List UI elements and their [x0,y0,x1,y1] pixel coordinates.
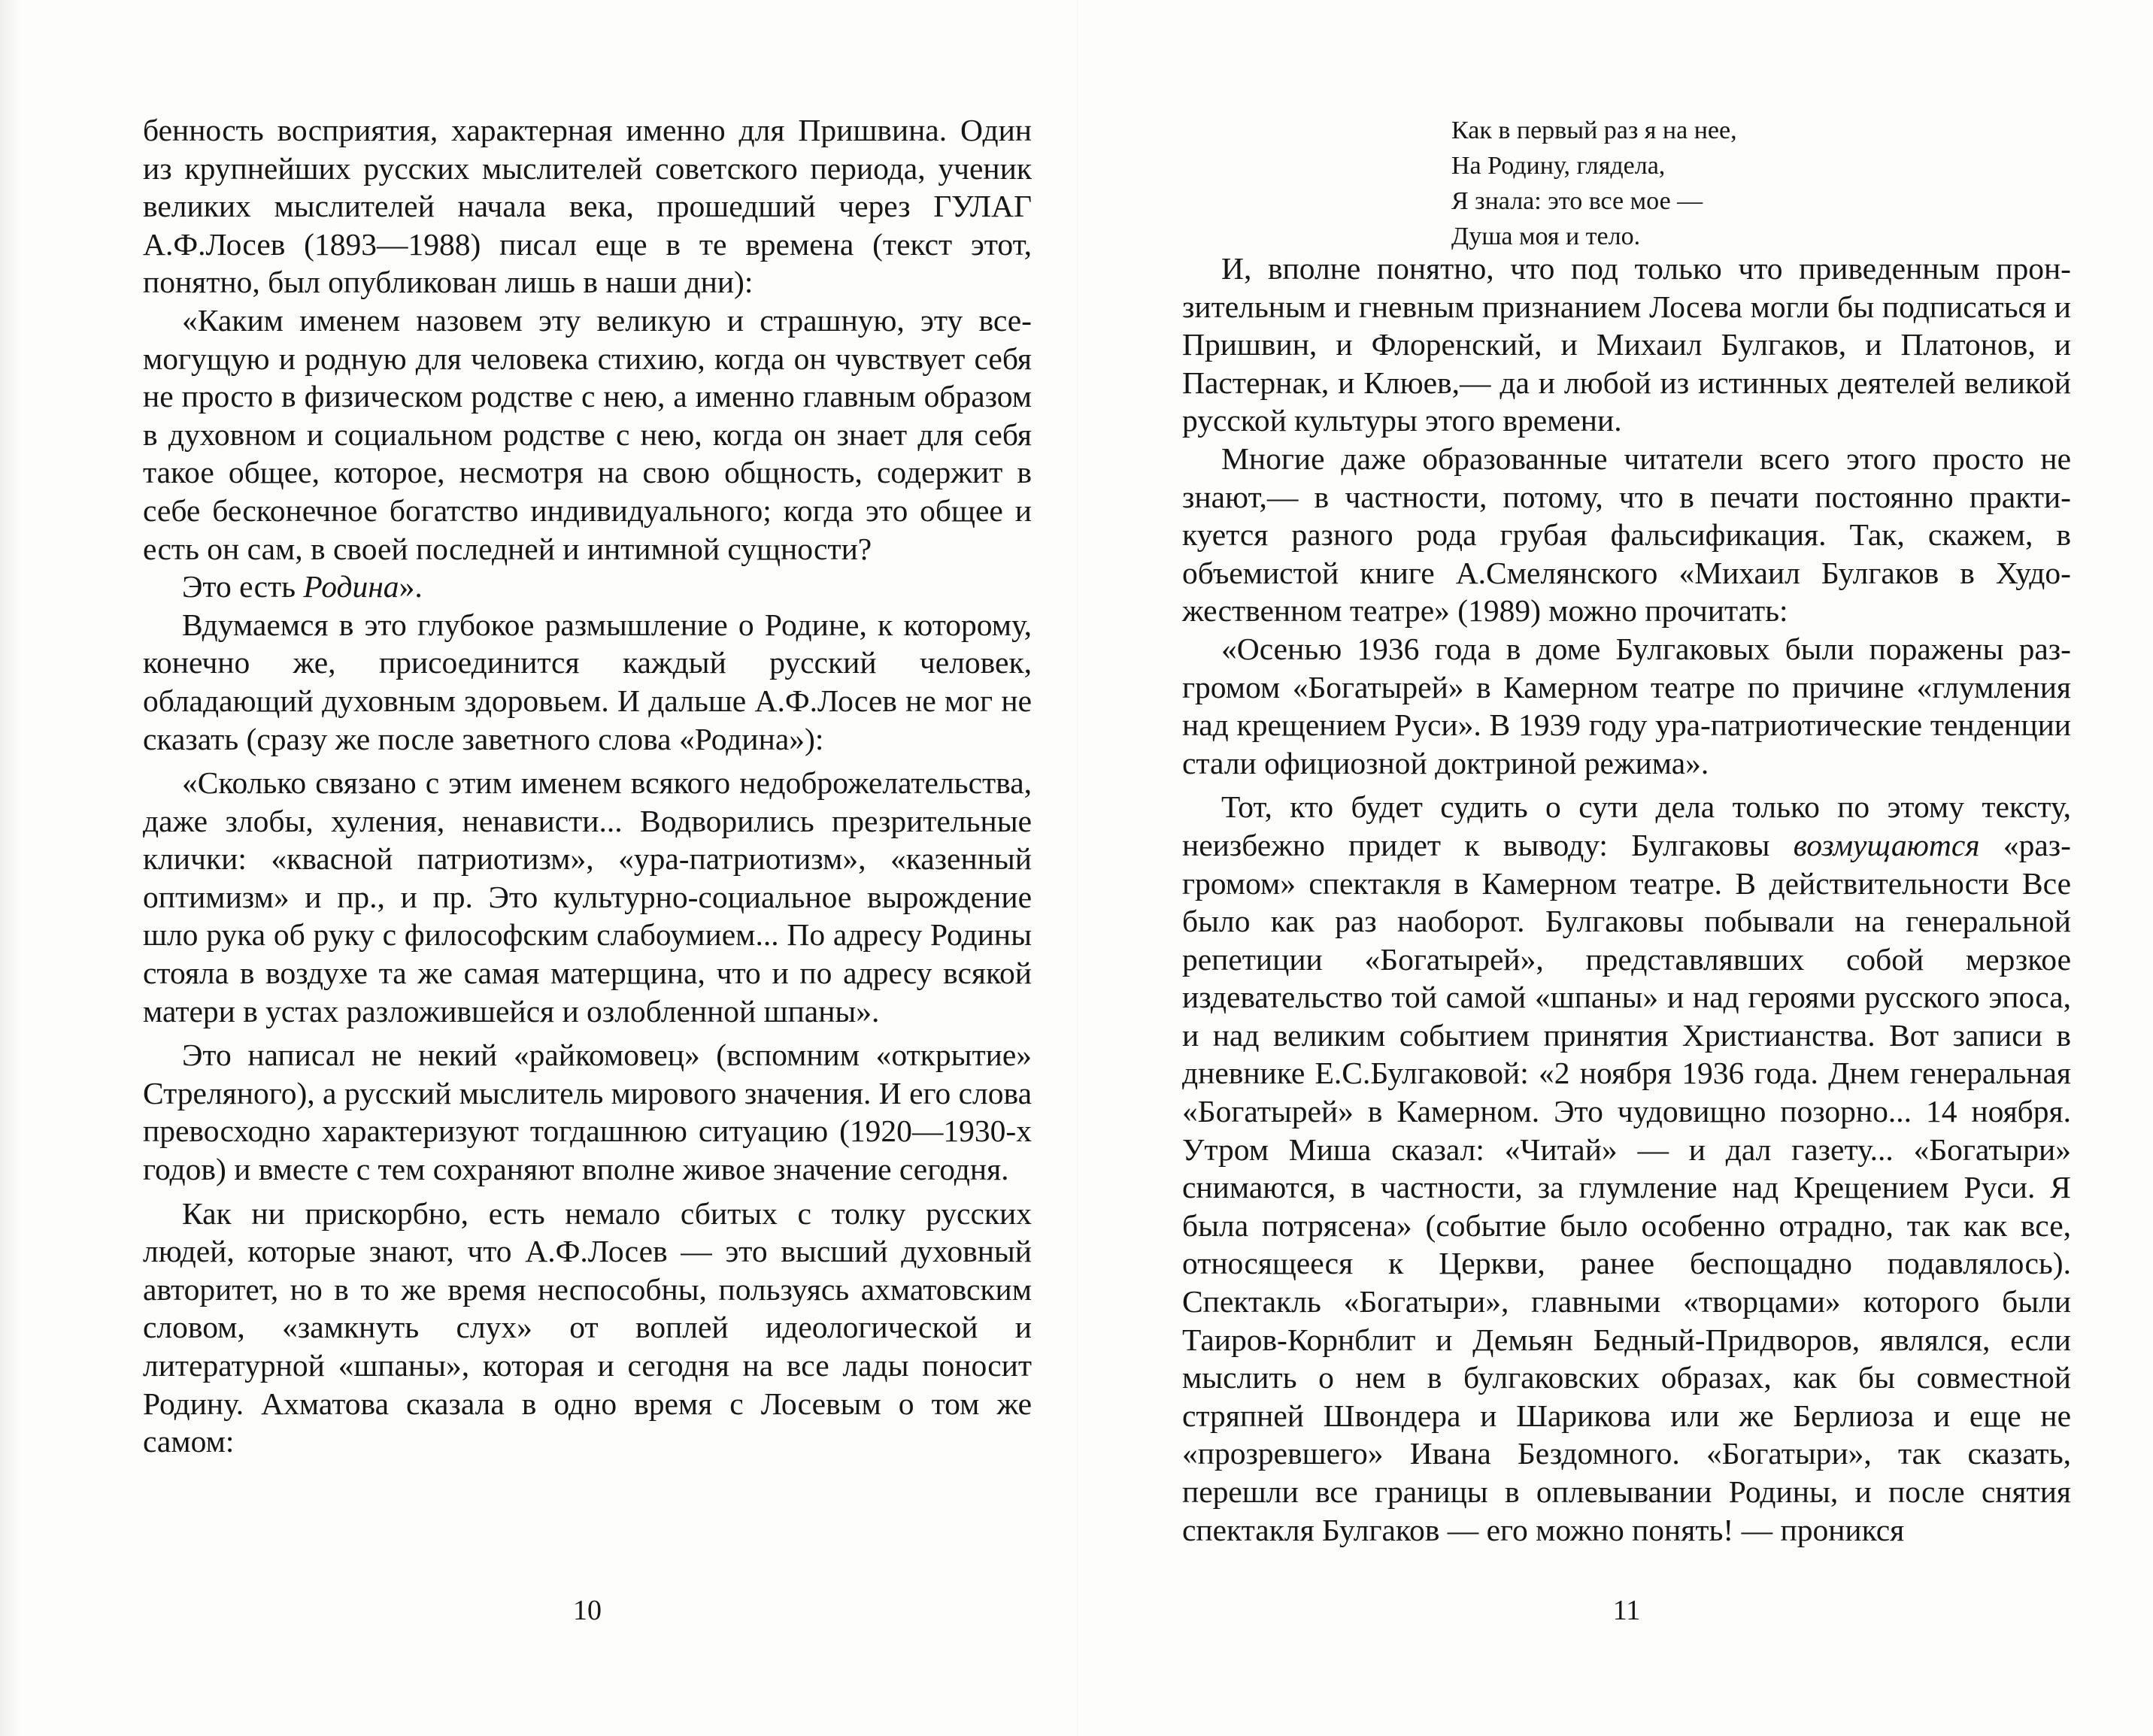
rodina-line [143,568,1032,606]
sudit-text-end: «разгромом» спектакля в Камерном театре. В действительности [1182,827,2071,901]
page-number: 11 [1612,1595,1641,1626]
book-gutter [1077,0,1078,1736]
paragraph [1182,788,2071,1549]
rodina-emphasis: Родина [303,569,399,604]
verse-line: Я знала: это все мое — [1451,187,1703,215]
poem-verse [1451,113,1737,254]
paragraph: Вдумаемся в это глубокое размышление о Родине, к которому, конечно же, присоединится каждый русский человек, обладающий духовным здоровьем. И дальше А.Ф.Лосев не мог не сказать (сразу же после заветного слова «Родина»): [143,607,1032,756]
vozmushchayutsya-emphasis: возмущаются [1793,827,1980,862]
verse-line: Душа моя и тело. [1451,223,1641,250]
continuation-text: Все было как раз наоборот. Булгаковы побывали на генеральной репетиции «Богатырей», представлявших собой мерзкое издевательство той самой «шпаны» и над героями русского эпоса, и над великим событием принятия Христианства. Вот записи в дневнике Е.С.Булгаковой: «2 ноября 1936 года. Днем генеральная «Богатырей» в Камерном. Это чудовищно позорно... 14 ноября. Утром Миша сказал: «Читай» — и дал газету... «Богатыри» снимаются, в частности, за глумление над Крещением Руси. Я была потрясена» (событие было особенно отрадно, так как все, относящееся к Церкви, ранее беспощадно подавлялось). Спектакль «Богатыри», главными «творцами» которого были Таиров-Корнблит и Демьян Бедный-Придворов, являлся, если мыслить о нем в булгаковских образах, как бы совместной стряпней Швондера и Шарикова или же Берлиоза и еще не «прозревшего» Ивана Бездомного. «Богатыри», так сказать, перешли все границы в оплевывании Родины, и после снятия спектакля Булгаков — его можно понять! — проникся [1182,865,2072,1547]
paragraph: Как ни прискорбно, есть немало сбитых с толку русских людей, которые знают, что А.Ф.Лосев — это высший духовный авторитет, но в то же время неспособны, пользуясь ахматовским словом, «замкнуть слух» от воплей идеологической и литературной «шпаны», которая и сегодня на все лады поносит Родину. Ахматова сказала в одно время с Лосевым о том же самом: [143,1195,1032,1459]
verse-line: Как в первый раз я на нее, [1451,117,1737,144]
paragraph: И, вполне понятно, что под только что приведенным пронзительным и гневным признанием Лосева могли бы подписаться и Пришвин, и Флоренский, и Михаил Булгаков, и Платонов, и Пастернак, и Клюев,— да и любой из истинных деятелей великой русской культуры этого времени. [1182,251,2071,438]
scan-edge-shadow [0,0,21,1736]
rodina-line-end: ». [399,569,423,604]
quote-paragraph: «Сколько связано с этим именем всякого недоброжелательства, даже злобы, хуления, ненависти... Водворились презрительные клички: «квасной патриотизм», «ура-патриотизм», «казенный оптимизм» и пр., и пр. Это культурно-социальное вырождение шло рука об руку с философским слабоумием... По адресу Родины стояла в воздухе та же самая матерщина, что и по адресу всякой матери в устах разложившейся и озлобленной шпаны». [143,765,1032,1029]
quote-paragraph: «Осенью 1936 года в доме Булгаковых были поражены разгромом «Богатырей» в Камерном театре по причине «глумления над крещением Руси». В 1939 году ура-патриотические тенденции стали официозной доктриной режима». [1182,631,2071,780]
paragraph: бенность восприятия, характерная именно для Пришвина. Один из крупнейших русских мыслителей советского периода, ученик великих мыслителей начала века, прошедший через ГУЛАГ А.Ф.Лосев (1893—1988) писал еще в те времена (текст этот, понятно, был опубликован лишь в наши дни): [143,113,1032,300]
paragraph: Многие даже образованные читатели всего этого просто не знают,— в частности, потому, что в печати постоянно практикуется разного рода грубая фальсификация. Так, скажем, в объемистой книге А.Смелянского «Михаил Булгаков в Художественном театре» (1989) можно прочитать: [1182,441,2071,629]
verse-line: На Родину, глядела, [1451,152,1666,180]
right-page-body [1182,250,2071,1549]
paragraph: Это написал не некий «райкомовец» (вспомним «открытие» Стреляного), а русский мыслитель мирового значения. И его слова превосходно характеризуют тогдашнюю ситуацию (1920—1930-х годов) и вместе с тем сохраняют вполне живое значение сегодня. [143,1038,1032,1187]
sudit-text: Тот, кто будет судить о сути дела только по этому тексту, неизбежно придет к выводу: Булгаковы [1182,789,2071,862]
quote-paragraph: «Каким именем назовем эту великую и страшную, эту всемогущую и родную для человека стихию, когда он чувствует себя не просто в физическом родстве с нею, а именно главным образом в духовном и социальном родстве с нею, когда он знает для себя такое общее, которое, несмотря на свою общность, содержит в себе бесконечное богатство индивидуального; когда это общее и есть он сам, в своей последней и интимной сущности? [143,302,1032,566]
rodina-line-text: Это есть [182,569,304,604]
page-number: 10 [573,1595,602,1626]
left-page-body [143,111,1032,1461]
